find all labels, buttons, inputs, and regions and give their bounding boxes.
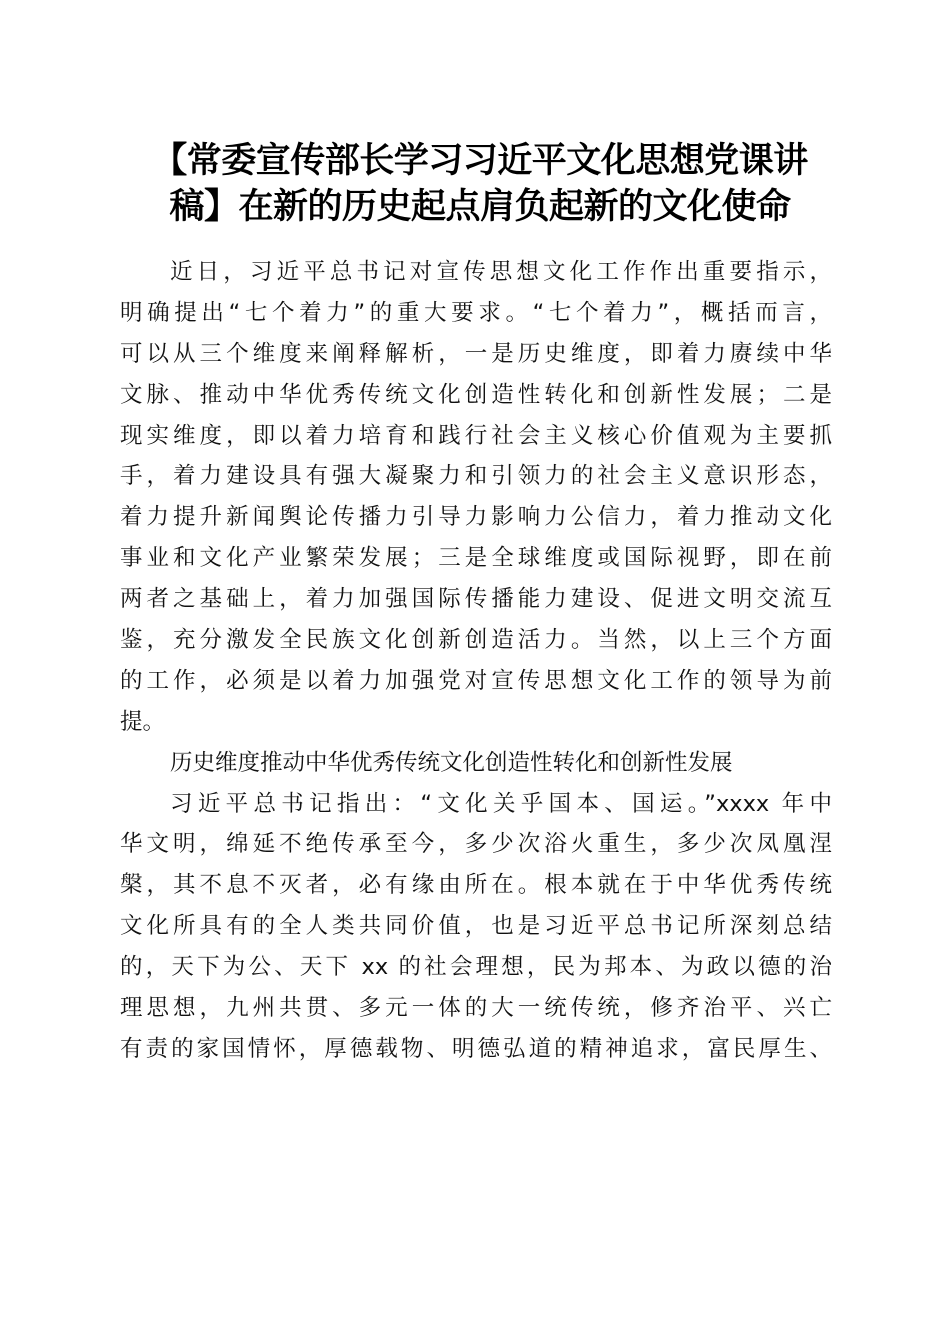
section-heading-historical <box>120 743 832 784</box>
text-line: 的工作，必须是以着力加强党对宣传思想文化工作的领导为前 <box>120 667 832 694</box>
text-line: 现实维度，即以着力培育和践行社会主义核心价值观为主要抓 <box>120 422 832 449</box>
text-line: 可以从三个维度来阐释解析，一是历史维度，即着力赓续中华 <box>120 340 832 367</box>
text-line: 鉴，充分激发全民族文化创新创造活力。当然，以上三个方面 <box>120 627 832 654</box>
paragraph-intro <box>120 252 832 743</box>
text-line: 有责的家国情怀，厚德载物、明德弘道的精神追求，富民厚生、 <box>120 1035 832 1062</box>
text-line: 着力提升新闻舆论传播力引导力影响力公信力，着力推动文化 <box>120 504 832 531</box>
text-line: 文化所具有的全人类共同价值，也是习近平总书记所深刻总结 <box>120 913 832 940</box>
text-line: 明确提出“七个着力”的重大要求。“七个着力”，概括而言， <box>120 299 832 326</box>
text-line: 文脉、推动中华优秀传统文化创造性转化和创新性发展；二是 <box>120 381 832 408</box>
title-line-2: 稿】在新的历史起点肩负起新的文化使命 <box>169 186 791 227</box>
text-line: 习近平总书记指出：“文化关乎国本、国运。”xxxx 年中 <box>170 790 832 817</box>
text-line: 提。 <box>120 708 166 735</box>
text-line: 两者之基础上，着力加强国际传播能力建设、促进文明交流互 <box>120 586 832 613</box>
text-line: 手，着力建设具有强大凝聚力和引领力的社会主义意识形态， <box>120 463 832 490</box>
title-line-1: 【常委宣传部长学习习近平文化思想党课讲 <box>152 140 808 181</box>
paragraph-culture <box>120 784 832 1070</box>
document-title <box>140 138 820 230</box>
document-body <box>120 252 832 1070</box>
text-line: 华文明，绵延不绝传承至今，多少次浴火重生，多少次凤凰涅 <box>120 831 832 858</box>
text-line: 的，天下为公、天下 xx 的社会理想，民为邦本、为政以德的治 <box>120 954 832 981</box>
text-line: 事业和文化产业繁荣发展；三是全球维度或国际视野，即在前 <box>120 545 832 572</box>
text-line: 近日，习近平总书记对宣传思想文化工作作出重要指示， <box>170 259 832 285</box>
section-heading-text: 历史维度推动中华优秀传统文化创造性转化和创新性发展 <box>170 749 733 776</box>
text-line: 槃，其不息不灭者，必有缘由所在。根本就在于中华优秀传统 <box>120 872 832 899</box>
text-line: 理思想，九州共贯、多元一体的大一统传统，修齐治平、兴亡 <box>120 995 832 1022</box>
